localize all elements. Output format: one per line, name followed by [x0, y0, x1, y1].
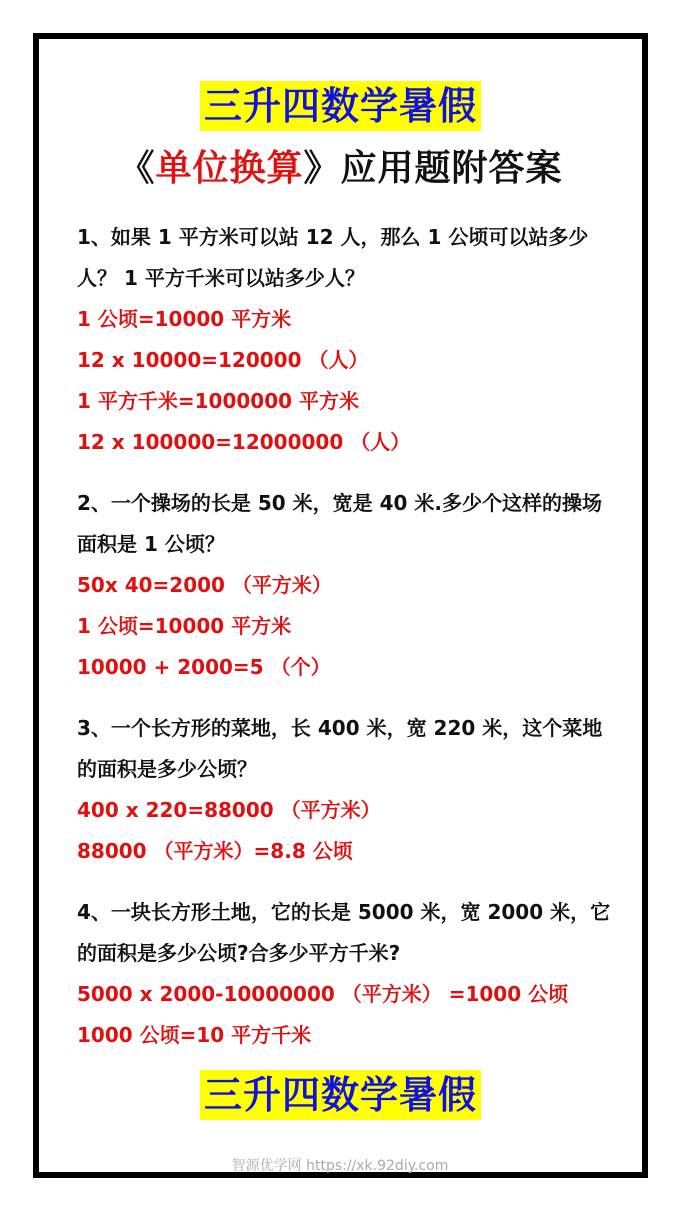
answer-line: 88000 （平方米）=8.8 公顷: [77, 839, 353, 863]
answer-line: 50x 40=2000 （平方米）: [77, 573, 332, 597]
footer-banner-wrap: [39, 1070, 642, 1124]
title-banner: 三升四数学暑假: [200, 81, 481, 131]
document-frame: [33, 33, 648, 1178]
subtitle: [39, 143, 642, 195]
footer-banner: 三升四数学暑假: [200, 1070, 481, 1120]
question-list: [39, 217, 642, 1056]
question-4: [77, 892, 614, 1056]
answer-line: 1 平方千米=1000000 平方米: [77, 389, 360, 413]
subtitle-highlight: 单位换算: [155, 148, 304, 189]
watermark: 智源优学网 https://xk.92diy.com: [231, 1158, 449, 1174]
answer-line: 12 x 100000=12000000 （人）: [77, 430, 411, 454]
title-banner-wrap: [39, 81, 642, 135]
question-2: [77, 483, 614, 688]
answer-line: 1 公顷=10000 平方米: [77, 614, 292, 638]
answer-line: 1 公顷=10000 平方米: [77, 307, 292, 331]
answer-line: 10000 + 2000=5 （个）: [77, 655, 331, 679]
question-text: 2、一个操场的长是 50 米，宽是 40 米.多少个这样的操场面积是 1 公顷？: [77, 491, 603, 556]
answer-line: 5000 x 2000-10000000 （平方米） =1000 公顷 1000 公顷=10 平方千米: [77, 982, 569, 1047]
question-text: 3、一个长方形的菜地，长 400 米，宽 220 米，这个菜地的面积是多少公顷？: [77, 716, 603, 781]
question-1: [77, 217, 614, 463]
subtitle-rest: 》应用题附答案: [303, 148, 563, 189]
subtitle-open: 《: [118, 148, 156, 189]
answer-line: 12 x 10000=120000 （人）: [77, 348, 369, 372]
answer-line: 400 x 220=88000 （平方米）: [77, 798, 381, 822]
question-text: 4、一块长方形土地，它的长是 5000 米，宽 2000 米，它的面积是多少公顷?合多少平方千米?: [77, 900, 611, 965]
question-3: [77, 708, 614, 872]
question-text: 1、如果 1 平方米可以站 12 人，那么 1 公顷可以站多少人？ 1 平方千米可以站多少人？: [77, 225, 589, 290]
